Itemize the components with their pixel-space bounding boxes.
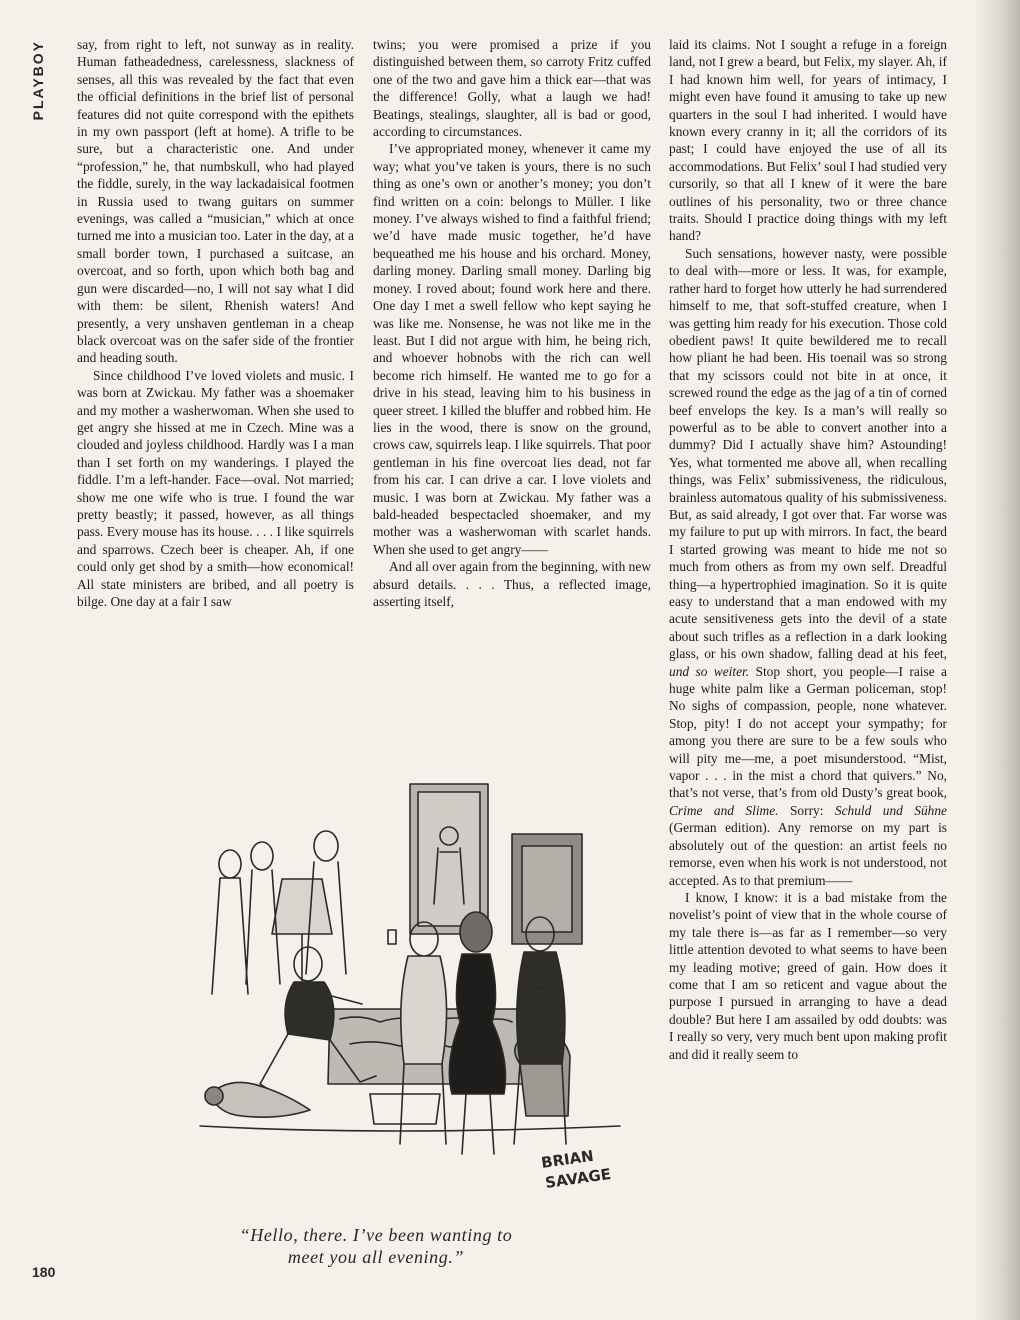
paragraph-text: (German edition). Any remorse on my part is absolutely out of the question: an artist feels no remorse, even when his work is not understood, not accepted. As to that premium—— bbox=[669, 820, 947, 888]
book-title: Schuld und Sühne bbox=[834, 802, 947, 818]
paragraph-text: Stop short, you people—I raise a huge white palm like a German policeman, stop! No sighs of compassion, people, none whatever. Stop, pity! I do not accept your sympathy; for among you there are sure to be a few souls who will pity me—me, a poet misunderstood. “Mist, vapor . . . in the mist a chord that quivers.” No, that’s not verse, that’s from old Dusty’s great book, bbox=[669, 663, 947, 801]
text-column-2 bbox=[373, 36, 651, 610]
paragraph: I know, I know: it is a bad mistake from the novelist’s point of view that in the whole course of my tale there is—as far as I remember—so very little attention devoted to what seems to have been my leading motive; greed of gain. How does it come that I am so reticent and vague about the purpose I pursued in arranging to have a dead double? But here I am assailed by odd doubts: was I really so very, very much bent upon making profit and did it really seem to bbox=[669, 889, 947, 1062]
italic-phrase: und so weiter. bbox=[669, 663, 750, 679]
paragraph: And all over again from the beginning, with new absurd details. . . . Thus, a reflected image, asserting itself, bbox=[373, 559, 651, 609]
text-column-1 bbox=[77, 36, 354, 610]
page-edge-shadow bbox=[974, 0, 1020, 1320]
paragraph: say, from right to left, not sunway as in reality. Human fatheadedness, carelessness, slackness of senses, all this was revealed by the fact that even the official definitions in the brief list of personal features did not quite correspond with the epithets in my own passport (left at home). A trifle to be sure, but a characteristic one. And under “profession,” he, that numbskull, who had played the fiddle, surely, in the way lackadaisical footmen in Russia used to twang guitars on summer evenings, was called a “musician,” which at once turned me into a musician too. Later in the day, at a small border town, I purchased a suitcase, an overcoat, and so forth, upon which both bag and gun were discarded—no, I will not say what I did with them: be silent, Rhenish waters! And presently, a very unshaven gentleman in a cheap black overcoat was on the safer side of the frontier and heading south. bbox=[77, 37, 354, 366]
paragraph: twins; you were promised a prize if you distinguished between them, so carroty Fritz cuffed one of the two and gave him a thick ear—that was the difference! Golly, what a laugh we had! Beatings, stealings, slaughter, all is bad or good, according to circumstances. bbox=[373, 37, 651, 140]
book-title: Crime and Slime. bbox=[669, 802, 779, 818]
caption-line: “Hello, there. I’ve been wanting to bbox=[239, 1225, 513, 1245]
caption-line: meet you all evening.” bbox=[287, 1247, 465, 1267]
paragraph bbox=[669, 245, 947, 889]
paragraph: laid its claims. Not I sought a refuge in a foreign land, not I grew a beard, but Felix, my slayer. Ah, if I had known him well, for years of intimacy, I might even have found it amusing to take up new quarters in the soul I had inherited. I would have known every cranny in it; all the corridors of its past; I could have enjoyed the use of all its accommodations. But Felix’ soul I had studied very cursorily, so that all I knew of it were the bare outlines of his personality, two or three chance traits. Should I practice doing things with my left hand? bbox=[669, 37, 947, 244]
page-number: 180 bbox=[32, 1264, 56, 1280]
paragraph: Since childhood I’ve loved violets and music. I was born at Zwickau. My father was a shoemaker and my mother a washerwoman. When she used to get angry she hissed at me in Czech. Mine was a clouded and joyless childhood. Hardly was I a man than I set forth on my wanderings. I played the fiddle. I’m a left-hander. Face—oval. Not married; show me one wife who is true. I found the war pretty beastly; it passed, however, as all things pass. Every mouse has its house. . . . I like squirrels and sparrows. Czech beer is cheaper. Ah, if one could only get shod by a smith—how economical! All state ministers are bribed, and all poetry is bilge. One day at a fair I saw bbox=[77, 367, 354, 609]
running-head: PLAYBOY bbox=[30, 40, 46, 121]
signature-line-1: BRIAN bbox=[540, 1146, 595, 1172]
paragraph: I’ve appropriated money, whenever it came my way; what you’ve taken is yours, there is no such thing as one’s own or another’s money; you don’t find written on a coin: belongs to Müller. I like money. I’ve always wished to find a faithful friend; we’d have made music together, he’d have bequeathed me his house and his orchard. Money, darling money. Darling small money. Darling big money. I roved about; found work here and there. One day I met a swell fellow who kept saying he was like me. Nonsense, he was not like me in the least. But I did not argue with him, he being rich, and whoever hobnobs with the rich can well become rich himself. He wanted me to go for a drive in his stead, leaving him to his business in queer street. I killed the bluffer and robbed him. He lies in the wood, there is snow on the ground, crows caw, squirrels leap. I like squirrels. That poor gentleman in his fine overcoat lies dead, not far from his car. I can drive a car. I love violets and music. I was born at Zwickau. My father was a bald-headed bespectacled shoemaker, and my mother was a washerwoman with scarlet hands. When she used to get angry—— bbox=[373, 141, 651, 557]
paragraph-text: Such sensations, however nasty, were possible to deal with—more or less. It was, for example, rather hard to forget how utterly he had surrendered himself to me, that soft-stuffed creature, when I was getting him ready for his execution. Those cold obedient paws! It quite bewildered me to recall how pliant he had been. His toenail was so strong that my scissors could not bite in at once, it screwed round the edge as the jag of a tin of corned beef envelops the key. Is a man’s will really so powerful as to be able to convert another into a dummy? Did I actually shave him? Astounding! Yes, what tormented me above all, when recalling things, was Felix’ submissiveness, the ridiculous, brainless automatous quality of his submissiveness. But, as said already, I got over that. Far worse was my failure to put up with mirrors. In fact, the beard I started growing was meant to hide me not so much from others as from my own self. Dreadful thing—a hypertrophied imagination. So it is quite easy to understand that a man endowed with my acute sensitiveness gets into the devil of a state about such trifles as a reflection in a dark looking glass, or his own shadow, falling dead at his feet, bbox=[669, 245, 947, 662]
cartoon-caption bbox=[196, 1224, 556, 1268]
paragraph-text: Sorry: bbox=[778, 802, 835, 818]
signature-line-2: SAVAGE bbox=[544, 1164, 613, 1192]
cartoon-illustration bbox=[190, 764, 650, 1204]
text-column-3 bbox=[669, 36, 947, 1063]
